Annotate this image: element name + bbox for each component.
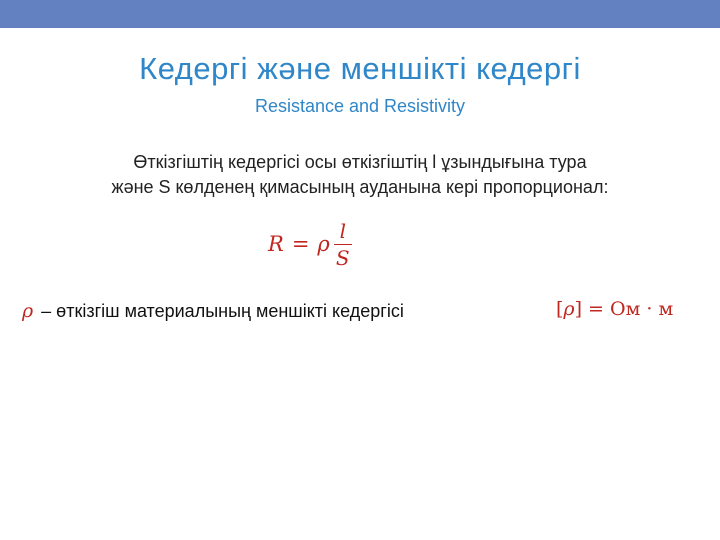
header-bar [0,0,720,28]
description-line-1: Өткізгіштің кедергісі осы өткізгіштің l ұзындығына тура [133,152,587,172]
formula-coefficient: ρ [317,232,330,256]
resistivity-definition [22,300,404,322]
formula-equals: = [291,232,310,256]
description-line-2: және S көлденең қимасының ауданына кері пропорционал: [111,177,609,197]
formula-lhs: R [268,232,284,256]
unit-open: [ [556,298,564,320]
formula-fraction [334,219,352,270]
resistance-formula [268,212,352,276]
resistivity-unit [556,298,673,320]
fraction-bar [334,244,352,245]
unit-symbol: ρ [563,298,575,320]
slide-title: Кедергі және меншікті кедергі [139,51,581,86]
formula-denominator: S [335,245,350,270]
slide-subtitle: Resistance and Resistivity [254,96,466,116]
formula-numerator: l [339,218,346,243]
rho-definition-text: – өткізгіш материалының меншікті кедергісі [41,300,404,321]
unit-rest: ] = Ом · м [574,298,674,320]
rho-symbol: ρ [22,300,34,322]
description-text [0,150,720,200]
